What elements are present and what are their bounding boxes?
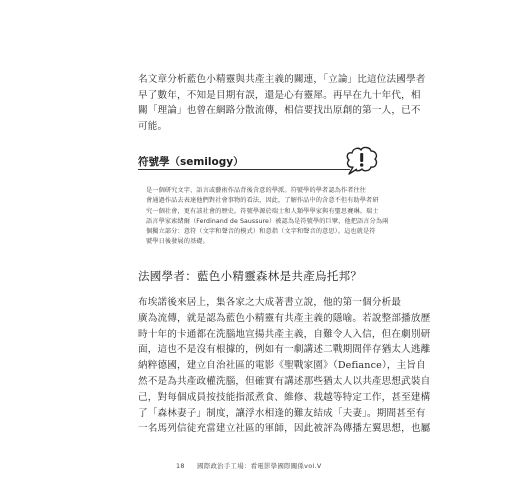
sidebar-line: 個獨立部分：意符（文字和聲音的模式）和意指（文字和聲音的意思）。這也就是符 — [146, 228, 376, 236]
body-line: 納粹德國，建立自治社區的電影《聖戰家園》（Defiance），主旨自 — [138, 360, 426, 372]
body-line: 廣為流傳，就是認為藍色小精靈有共產主義的隱喻。若說整部播放歷 — [138, 312, 431, 324]
body-line: 了「森林妻子」制度，讓浮水相逢的難友結成「夫妻」。期間甚至有 — [138, 407, 426, 419]
sidebar-title-rule — [138, 169, 350, 170]
sidebar-line: 究一個社會，更有該社會的歷史。符號學源於瑞士和人類學學家與有聖思賽琳。瑞士 — [146, 207, 379, 215]
intro-line: 早了數年，不知是目期有誤，還是心有靈犀。再早在九十年代，相 — [138, 89, 421, 101]
sidebar-line: 語言學家索緒爾（Ferdinand de Saussure）被認為是符號學的巨擘，他把語言分為兩 — [146, 217, 389, 225]
body-line: 一名馬列信徒充當建立社區的軍師，因此被評為傳播左翼思想，也屬 — [138, 423, 431, 435]
running-title: 國際政治手工場：看電影學國際關係vol.V — [197, 462, 322, 470]
page-footer — [176, 461, 322, 470]
intro-line: 名文章分析藍色小精靈與共產主義的關連，「立論」比這位法國學者 — [138, 74, 426, 85]
sidebar-body — [146, 186, 389, 248]
section-heading: 法國學者：藍色小精靈森林是共產烏托邦？ — [138, 269, 363, 283]
sidebar-header — [138, 150, 382, 180]
sidebar-line: 是一個研究文字、語言或藝術作品背後含意的學派。符號學的學者認為作者往往 — [146, 187, 367, 194]
sidebar-line: 號學日後發展的基礎。 — [146, 238, 209, 246]
body-line: 布埃諾後來居上，集各家之大成著書立說，他的第一個分析最 — [138, 297, 402, 308]
page-number: 18 — [176, 462, 185, 470]
body-line: 時十年的卡通都在洗腦地宣揚共產主義，自難令人入信，但在劇別研 — [138, 328, 431, 340]
sidebar-line: 會通過作品去表達他們對社會事物的看法，因此，了解作品中的含意不但有助學者研 — [146, 197, 379, 205]
body-line: 面，這也不是沒有根據的，例如有一劇講述二戰期間伴存猶太人逃離 — [138, 344, 431, 356]
exclamation-speech-bubble-icon — [344, 146, 378, 176]
body-line: 己，對每個成員按技能指派煮食、維修、栽越等特定工作，甚至建構 — [138, 391, 431, 403]
body-paragraph — [138, 295, 431, 437]
intro-line: 關「理論」也曾在網路分散流傳，相信要找出原創的第一人，已不 — [138, 105, 421, 116]
sidebar-title: 符號學（semilogy） — [138, 156, 244, 168]
intro-line: 可能。 — [138, 120, 168, 132]
body-line: 然不是為共產政權洗腦，但確實有講述那些猶太人以共產思想武裝自 — [138, 375, 431, 387]
intro-paragraph — [138, 72, 426, 134]
